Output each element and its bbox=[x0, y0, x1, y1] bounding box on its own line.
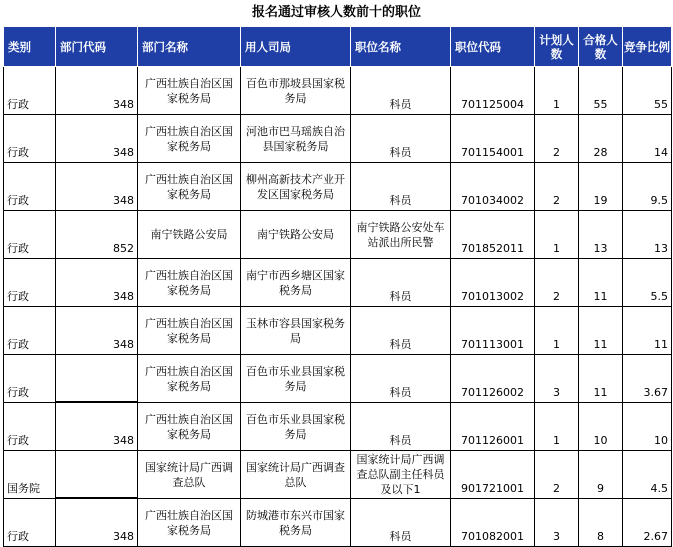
cell-plan: 1 bbox=[535, 403, 579, 451]
cell-position-code: 701154001 bbox=[451, 115, 535, 163]
header-plan: 计划人数 bbox=[535, 27, 579, 67]
table-row bbox=[4, 163, 672, 211]
cell-plan: 1 bbox=[535, 211, 579, 259]
cell-category: 行政 bbox=[4, 259, 56, 307]
cell-dept-code: 348 bbox=[56, 499, 138, 547]
cell-bureau: 河池市巴马瑶族自治县国家税务局 bbox=[241, 115, 351, 163]
table-row bbox=[4, 355, 672, 403]
cell-qualified: 8 bbox=[579, 499, 623, 547]
cell-position-code: 701852011 bbox=[451, 211, 535, 259]
cell-plan: 2 bbox=[535, 115, 579, 163]
cell-bureau: 南宁市西乡塘区国家税务局 bbox=[241, 259, 351, 307]
cell-dept-code: 852 bbox=[56, 211, 138, 259]
cell-plan: 2 bbox=[535, 259, 579, 307]
cell-bureau: 柳州高新技术产业开发区国家税务局 bbox=[241, 163, 351, 211]
cell-category: 国务院 bbox=[4, 451, 56, 499]
cell-qualified: 28 bbox=[579, 115, 623, 163]
cell-dept-name: 广西壮族自治区国家税务局 bbox=[138, 163, 241, 211]
cell-bureau: 国家统计局广西调查总队 bbox=[241, 451, 351, 499]
cell-position-code: 701113001 bbox=[451, 307, 535, 355]
header-bureau: 用人司局 bbox=[241, 27, 351, 67]
cell-dept-code bbox=[56, 355, 138, 403]
cell-qualified: 11 bbox=[579, 355, 623, 403]
cell-qualified: 55 bbox=[579, 67, 623, 115]
cell-ratio: 9.5 bbox=[623, 163, 672, 211]
cell-position-code: 701125004 bbox=[451, 67, 535, 115]
table-row bbox=[4, 115, 672, 163]
cell-qualified: 11 bbox=[579, 259, 623, 307]
cell-dept-name: 广西壮族自治区国家税务局 bbox=[138, 115, 241, 163]
cell-dept-name: 广西壮族自治区国家税务局 bbox=[138, 403, 241, 451]
cell-ratio: 13 bbox=[623, 211, 672, 259]
cell-dept-name: 南宁铁路公安局 bbox=[138, 211, 241, 259]
cell-dept-code: 348 bbox=[56, 259, 138, 307]
cell-ratio: 5.5 bbox=[623, 259, 672, 307]
cell-category: 行政 bbox=[4, 355, 56, 403]
cell-ratio: 55 bbox=[623, 67, 672, 115]
header-dept-code: 部门代码 bbox=[56, 27, 138, 67]
cell-category: 行政 bbox=[4, 211, 56, 259]
cell-dept-name: 广西壮族自治区国家税务局 bbox=[138, 355, 241, 403]
cell-bureau: 防城港市东兴市国家税务局 bbox=[241, 499, 351, 547]
cell-dept-code bbox=[56, 451, 138, 499]
cell-qualified: 11 bbox=[579, 307, 623, 355]
cell-position: 科员 bbox=[351, 355, 451, 403]
cell-position: 国家统计局广西调查总队副主任科员及以下1 bbox=[351, 451, 451, 499]
cell-ratio: 2.67 bbox=[623, 499, 672, 547]
cell-position-code: 701013002 bbox=[451, 259, 535, 307]
header-category: 类别 bbox=[4, 27, 56, 67]
cell-bureau: 百色市乐业县国家税务局 bbox=[241, 403, 351, 451]
cell-plan: 2 bbox=[535, 451, 579, 499]
cell-dept-code: 348 bbox=[56, 67, 138, 115]
cell-ratio: 11 bbox=[623, 307, 672, 355]
cell-position: 科员 bbox=[351, 259, 451, 307]
page-title: 报名通过审核人数前十的职位 bbox=[251, 5, 421, 20]
header-position: 职位名称 bbox=[351, 27, 451, 67]
cell-bureau: 玉林市容县国家税务局 bbox=[241, 307, 351, 355]
cell-dept-code: 348 bbox=[56, 403, 138, 451]
cell-bureau: 百色市乐业县国家税务局 bbox=[241, 355, 351, 403]
header-qualified: 合格人数 bbox=[579, 27, 623, 67]
table-row bbox=[4, 259, 672, 307]
cell-dept-name: 广西壮族自治区国家税务局 bbox=[138, 67, 241, 115]
header-row bbox=[4, 27, 672, 67]
cell-plan: 3 bbox=[535, 355, 579, 403]
cell-position-code: 701034002 bbox=[451, 163, 535, 211]
cell-position: 科员 bbox=[351, 67, 451, 115]
cell-category: 行政 bbox=[4, 403, 56, 451]
cell-ratio: 10 bbox=[623, 403, 672, 451]
cell-dept-name: 国家统计局广西调查总队 bbox=[138, 451, 241, 499]
cell-position-code: 701126002 bbox=[451, 355, 535, 403]
cell-position-code: 901721001 bbox=[451, 451, 535, 499]
cell-qualified: 10 bbox=[579, 403, 623, 451]
cell-dept-code: 348 bbox=[56, 163, 138, 211]
cell-position-code: 701126001 bbox=[451, 403, 535, 451]
cell-position: 南宁铁路公安处车站派出所民警 bbox=[351, 211, 451, 259]
cell-bureau: 百色市那坡县国家税务局 bbox=[241, 67, 351, 115]
cell-qualified: 13 bbox=[579, 211, 623, 259]
cell-ratio: 4.5 bbox=[623, 451, 672, 499]
cell-qualified: 9 bbox=[579, 451, 623, 499]
table-row bbox=[4, 499, 672, 547]
cell-dept-code: 348 bbox=[56, 307, 138, 355]
cell-dept-name: 广西壮族自治区国家税务局 bbox=[138, 307, 241, 355]
table-row bbox=[4, 403, 672, 451]
header-ratio: 竞争比例 bbox=[623, 27, 672, 67]
header-position-code: 职位代码 bbox=[451, 27, 535, 67]
table-row bbox=[4, 67, 672, 115]
cell-dept-name: 广西壮族自治区国家税务局 bbox=[138, 499, 241, 547]
cell-position: 科员 bbox=[351, 163, 451, 211]
table-row bbox=[4, 307, 672, 355]
cell-dept-code: 348 bbox=[56, 115, 138, 163]
cell-plan: 2 bbox=[535, 163, 579, 211]
cell-position: 科员 bbox=[351, 499, 451, 547]
cell-category: 行政 bbox=[4, 499, 56, 547]
cell-dept-name: 广西壮族自治区国家税务局 bbox=[138, 259, 241, 307]
cell-position: 科员 bbox=[351, 115, 451, 163]
cell-qualified: 19 bbox=[579, 163, 623, 211]
table-row bbox=[4, 451, 672, 499]
cell-category: 行政 bbox=[4, 307, 56, 355]
cell-position: 科员 bbox=[351, 307, 451, 355]
cell-plan: 3 bbox=[535, 499, 579, 547]
cell-position: 科员 bbox=[351, 403, 451, 451]
table-row bbox=[4, 211, 672, 259]
cell-position-code: 701082001 bbox=[451, 499, 535, 547]
cell-category: 行政 bbox=[4, 67, 56, 115]
cell-ratio: 3.67 bbox=[623, 355, 672, 403]
header-dept-name: 部门名称 bbox=[138, 27, 241, 67]
positions-table bbox=[3, 26, 672, 547]
cell-ratio: 14 bbox=[623, 115, 672, 163]
cell-plan: 1 bbox=[535, 67, 579, 115]
cell-category: 行政 bbox=[4, 163, 56, 211]
cell-category: 行政 bbox=[4, 115, 56, 163]
cell-bureau: 南宁铁路公安局 bbox=[241, 211, 351, 259]
cell-plan: 1 bbox=[535, 307, 579, 355]
